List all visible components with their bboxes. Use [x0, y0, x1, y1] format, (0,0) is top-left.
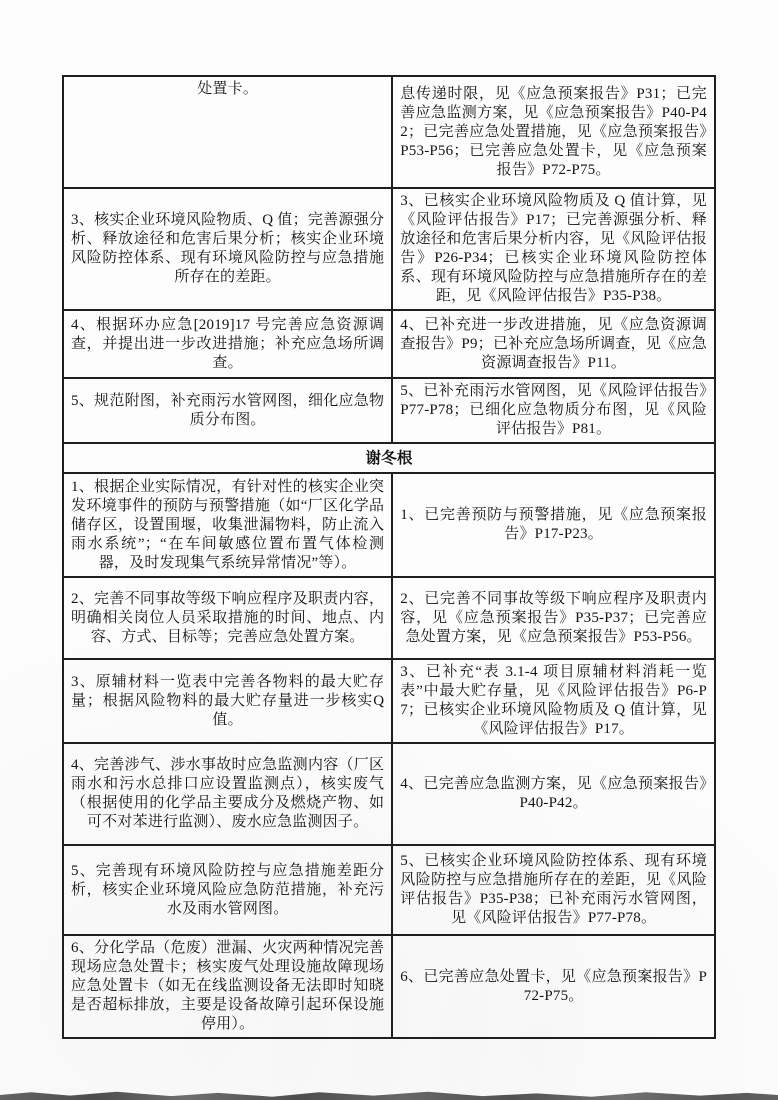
reviewer-name-row — [63, 443, 715, 473]
response-cell: 5、已补充雨污水管网图，见《风险评估报告》P77-P78；已细化应急物质分布图，见《风险评估报告》P81。 — [392, 378, 715, 443]
response-cell: 3、已补充“表 3.1-4 项目原辅材料消耗一览表”中最大贮存量，见《风险评估报告》P6-P7；已核实企业环境风险物质及 Q 值计算，见《风险评估报告》P17。 — [392, 659, 715, 743]
review-comment-cell: 4、根据环办应急[2019]17 号完善应急资源调查，并提出进一步改进措施；补充应急场所调查。 — [63, 310, 392, 378]
response-cell: 4、已完善应急监测方案，见《应急预案报告》P40-P42。 — [392, 743, 715, 845]
table-row — [63, 845, 715, 935]
response-cell: 2、已完善不同事故等级下响应程序及职责内容，见《应急预案报告》P35-P37；已完善应急处置方案，见《应急预案报告》P53-P56。 — [392, 577, 715, 659]
scan-noise-artifact — [0, 1089, 778, 1100]
review-comment-cell: 3、核实企业环境风险物质、Q 值；完善源强分析、释放途径和危害后果分析；核实企业环境风险防控体系、现有环境风险防控与应急措施所存在的差距。 — [63, 188, 392, 310]
review-comment-cell: 处置卡。 — [63, 76, 392, 188]
response-cell: 1、已完善预防与预警措施，见《应急预案报告》P17-P23。 — [392, 473, 715, 577]
response-cell: 3、已核实企业环境风险物质及 Q 值计算，见《风险评估报告》P17；已完善源强分析、释放途径和危害后果分析内容，见《风险评估报告》P26-P34；已核实企业环境风险防控体系、现有环境风险防控与应急措施所存在的差距，见《风险评估报告》P35-P38。 — [392, 188, 715, 310]
reviewer-name: 谢冬根 — [63, 443, 715, 473]
review-comment-cell: 5、完善现有环境风险防控与应急措施差距分析，核实企业环境风险应急防范措施，补充污水及雨水管网图。 — [63, 845, 392, 935]
review-comment-cell: 1、根据企业实际情况，有针对性的核实企业突发环境事件的预防与预警措施（如“厂区化学品储存区，设置围堰，收集泄漏物料，防止流入雨水系统”；“在车间敏感位置布置气体检测器，及时发现集气系统异常情况”等）。 — [63, 473, 392, 577]
response-cell: 5、已核实企业环境风险防控体系、现有环境风险防控与应急措施所存在的差距，见《风险评估报告》P35-P38；已补充雨污水管网图，见《风险评估报告》P77-P78。 — [392, 845, 715, 935]
table-row — [63, 188, 715, 310]
table-row — [63, 473, 715, 577]
review-comment-cell: 4、完善涉气、涉水事故时应急监测内容（厂区雨水和污水总排口应设置监测点），核实废气（根据使用的化学品主要成分及燃烧产物、如可不对苯进行监测）、废水应急监测因子。 — [63, 743, 392, 845]
table-row — [63, 76, 715, 188]
response-cell: 6、已完善应急处置卡，见《应急预案报告》P72-P75。 — [392, 935, 715, 1038]
table-row — [63, 935, 715, 1038]
table-row — [63, 310, 715, 378]
review-comment-cell: 6、分化学品（危废）泄漏、火灾两种情况完善现场应急处置卡；核实废气处理设施故障现场应急处置卡（如无在线监测设备无法即时知晓是否超标排放，主要是设备故障引起环保设施停用）。 — [63, 935, 392, 1038]
review-comment-cell: 3、原辅材料一览表中完善各物料的最大贮存量；根据风险物料的最大贮存量进一步核实Q值。 — [63, 659, 392, 743]
table-row — [63, 743, 715, 845]
review-comment-cell: 2、完善不同事故等级下响应程序及职责内容，明确相关岗位人员采取措施的时间、地点、内容、方式、目标等；完善应急处置方案。 — [63, 577, 392, 659]
table-row — [63, 577, 715, 659]
review-comments-table — [62, 75, 716, 1039]
table-row — [63, 378, 715, 443]
review-comment-cell: 5、规范附图，补充雨污水管网图，细化应急物质分布图。 — [63, 378, 392, 443]
table-row — [63, 659, 715, 743]
response-cell: 4、已补充进一步改进措施，见《应急资源调查报告》P9；已补充应急场所调查，见《应急资源调查报告》P11。 — [392, 310, 715, 378]
response-cell: 息传递时限，见《应急预案报告》P31；已完善应急监测方案，见《应急预案报告》P40-P42；已完善应急处置措施，见《应急预案报告》P53-P56；已完善应急处置卡，见《应急预案报告》P72-P75。 — [392, 76, 715, 188]
